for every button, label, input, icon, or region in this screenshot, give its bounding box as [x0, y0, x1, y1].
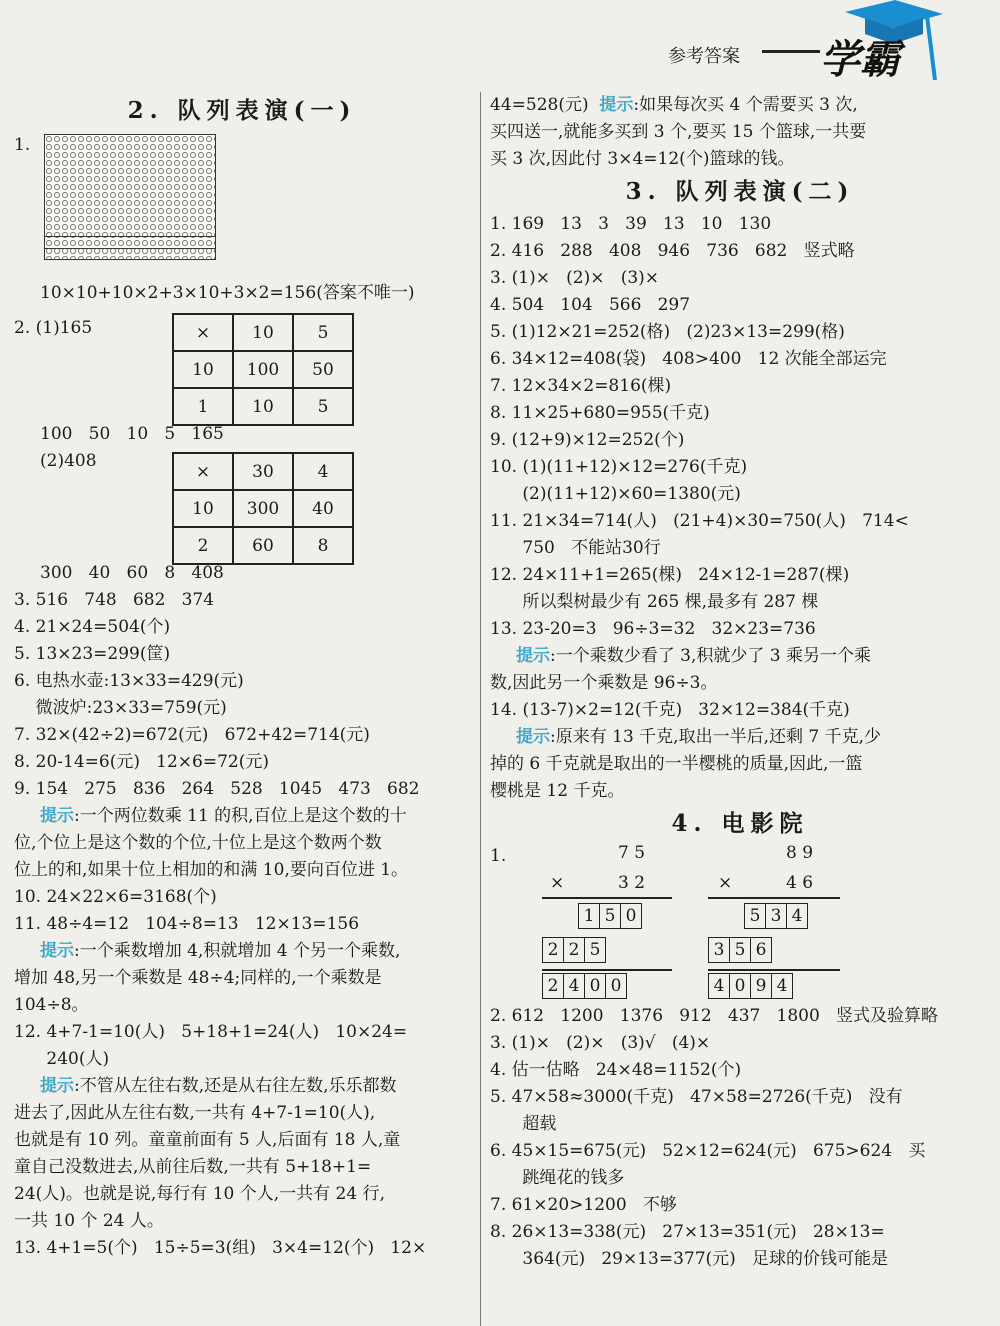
- t2-cell: 4: [293, 453, 353, 490]
- t1-cell: 5: [293, 314, 353, 351]
- calc2-multiplier: 4 6: [786, 873, 814, 893]
- calc1-result: 2 4 0 0: [542, 973, 626, 999]
- hint-label: 提示: [40, 806, 74, 826]
- answer-line: 44=528(元) 提示:如果每次买 4 个需要买 3 次,: [490, 95, 858, 115]
- dot-array-divider-2: [44, 248, 216, 249]
- answer-line: 超载: [490, 1114, 557, 1134]
- hint-line: 提示:原来有 13 千克,取出一半后,还剩 7 千克,少: [516, 727, 882, 747]
- hint-line: 24(人)。也就是说,每行有 10 个人,一共有 24 行,: [14, 1184, 385, 1204]
- hint-line: 提示:一个两位数乘 11 的积,百位上是这个数的十: [40, 806, 407, 826]
- t2-cell: ×: [173, 453, 233, 490]
- t2-cell: 8: [293, 527, 353, 564]
- answer-line: 7. 61×20>1200 不够: [490, 1195, 677, 1215]
- multiplication-table-2: [172, 452, 354, 565]
- answer-line: 6. 电热水壶:13×33=429(元): [14, 671, 244, 691]
- calc2-rule-2: [708, 969, 840, 971]
- hint-line: 提示:一个乘数增加 4,积就增加 4 个另一个乘数,: [40, 941, 401, 961]
- answer-line: 3. (1)× (2)× (3)√ (4)×: [490, 1033, 711, 1053]
- hint-line: 掉的 6 千克就是取出的一半樱桃的质量,因此,一篮: [490, 754, 863, 774]
- hint-label: 提示: [40, 941, 74, 961]
- answer-line: 7. 12×34×2=816(棵): [490, 376, 672, 396]
- brand-logo: 学霸: [820, 37, 900, 83]
- answer-line: 12. 24×11+1=265(棵) 24×12-1=287(棵): [490, 565, 850, 585]
- calc1-top: 7 5: [618, 843, 646, 863]
- column-divider: [480, 92, 481, 1326]
- answer-line: 5. (1)12×21=252(格) (2)23×13=299(格): [490, 322, 845, 342]
- section-title-2: 2. 队列表演(一): [127, 97, 357, 124]
- answer-line: 11. 21×34=714(人) (21+4)×30=750(人) 714<: [490, 511, 909, 531]
- t1-cell: 5: [293, 388, 353, 425]
- calc2-rule: [708, 897, 840, 899]
- hint-line: 童自己没数进去,从前往后数,一共有 5+18+1=: [14, 1157, 372, 1177]
- calc1-partial1: 1 5 0: [578, 903, 641, 929]
- t2-cell: 30: [233, 453, 293, 490]
- answer-line: 750 不能站30行: [490, 538, 661, 558]
- q2a-label: 2. (1)165: [14, 318, 93, 338]
- answer-line: 10. (1)(11+12)×12=276(千克): [490, 457, 748, 477]
- calc1-rule: [542, 897, 672, 899]
- hint-label: 提示: [40, 1076, 74, 1096]
- section-title-3: 3. 队列表演(二): [625, 178, 855, 205]
- answer-line: 2. 416 288 408 946 736 682 竖式略: [490, 241, 855, 261]
- t2-cell: 60: [233, 527, 293, 564]
- answer-line: 9. 154 275 836 264 528 1045 473 682: [14, 779, 420, 799]
- hint-line: 一共 10 个 24 人。: [14, 1211, 164, 1231]
- hint-line: 提示:一个乘数少看了 3,积就少了 3 乘另一个乘: [516, 646, 871, 666]
- calc1-rule-2: [542, 969, 672, 971]
- hint-line: 位,个位上是这个数的个位,十位上是这个数两个数: [14, 833, 382, 853]
- answer-line: 微波炉:23×33=759(元): [14, 698, 227, 718]
- answer-line: 7. 32×(42÷2)=672(元) 672+42=714(元): [14, 725, 370, 745]
- answer-line: 3. 516 748 682 374: [14, 590, 215, 610]
- t2-cell: 2: [173, 527, 233, 564]
- page-header: [0, 0, 1000, 92]
- dot-array-figure: [44, 134, 216, 260]
- answer-line: 4. 估一估略 24×48=1152(个): [490, 1060, 742, 1080]
- calc2-result: 4 0 9 4: [708, 973, 792, 999]
- right-column: [490, 92, 990, 1273]
- t1-cell: 50: [293, 351, 353, 388]
- answer-line: 5. 13×23=299(筐): [14, 644, 171, 664]
- answer-line: 4. 21×24=504(个): [14, 617, 171, 637]
- q1-answer: 10×10+10×2+3×10+3×2=156(答案不唯一): [40, 283, 415, 303]
- q1-number: 1.: [490, 846, 507, 866]
- hint-line: 数,因此另一个乘数是 96÷3。: [490, 673, 718, 693]
- calc2-times-sign: ×: [718, 873, 733, 893]
- q2b-block: [14, 448, 470, 560]
- answer-line: 6. 34×12=408(袋) 408>400 12 次能全部运完: [490, 349, 887, 369]
- q1-number: 1.: [14, 135, 31, 155]
- hint-line: 也就是有 10 列。童童前面有 5 人,后面有 18 人,童: [14, 1130, 401, 1150]
- calc2-top: 8 9: [786, 843, 814, 863]
- t2-cell: 300: [233, 490, 293, 527]
- answer-line: 跳绳花的钱多: [490, 1168, 625, 1188]
- calc2-partial1: 5 3 4: [744, 903, 807, 929]
- answer-line: 8. 20-14=6(元) 12×6=72(元): [14, 752, 269, 772]
- answer-line: (2)(11+12)×60=1380(元): [490, 484, 741, 504]
- answer-line: 13. 23-20=3 96÷3=32 32×23=736: [490, 619, 816, 639]
- answer-line: 5. 47×58≈3000(千克) 47×58=2726(千克) 没有: [490, 1087, 903, 1107]
- section-title-4: 4. 电影院: [671, 810, 809, 837]
- answer-line: 2. 612 1200 1376 912 437 1800 竖式及验算略: [490, 1006, 939, 1026]
- header-label: 参考答案: [668, 46, 740, 67]
- q2a-result: 100 50 10 5 165: [40, 424, 224, 444]
- t2-cell: 40: [293, 490, 353, 527]
- hint-label: 提示: [516, 646, 550, 666]
- t1-cell: 10: [173, 351, 233, 388]
- answer-line: 3. (1)× (2)× (3)×: [490, 268, 660, 288]
- calc1-times-sign: ×: [550, 873, 565, 893]
- q2a-block: [14, 307, 470, 421]
- answer-line: 13. 4+1=5(个) 15÷5=3(组) 3×4=12(个) 12×: [14, 1238, 427, 1258]
- multiplication-table-1: [172, 313, 354, 426]
- hint-line: 买四送一,就能多买到 3 个,要买 15 个篮球,一共要: [490, 122, 867, 142]
- hint-line: 进去了,因此从左往右数,一共有 4+7-1=10(人),: [14, 1103, 376, 1123]
- hint-label: 提示: [516, 727, 550, 747]
- t1-cell: 10: [233, 388, 293, 425]
- t2-cell: 10: [173, 490, 233, 527]
- hint-line: 提示:不管从左往右数,还是从右往左数,乐乐都数: [40, 1076, 397, 1096]
- dot-array-divider: [44, 236, 216, 237]
- vertical-calc-block: [490, 843, 990, 1003]
- t1-cell: 1: [173, 388, 233, 425]
- t1-cell: 100: [233, 351, 293, 388]
- hint-line: 104÷8。: [14, 995, 89, 1015]
- answer-line: 9. (12+9)×12=252(个): [490, 430, 685, 450]
- answer-line: 364(元) 29×13=377(元) 足球的价钱可能是: [490, 1249, 889, 1269]
- answer-line: 8. 11×25+680=955(千克): [490, 403, 710, 423]
- hint-line: 买 3 次,因此付 3×4=12(个)篮球的钱。: [490, 149, 795, 169]
- answer-line: 12. 4+7-1=10(人) 5+18+1=24(人) 10×24=: [14, 1022, 408, 1042]
- answer-line: 4. 504 104 566 297: [490, 295, 691, 315]
- calc1-multiplier: 3 2: [618, 873, 646, 893]
- hint-line: 增加 48,另一个乘数是 48÷4;同样的,一个乘数是: [14, 968, 382, 988]
- header-rule: [762, 50, 820, 53]
- answer-line: 10. 24×22×6=3168(个): [14, 887, 217, 907]
- answer-line: 所以梨树最少有 265 棵,最多有 287 棵: [490, 592, 819, 612]
- left-column: [14, 92, 470, 1262]
- answer-line: 1. 169 13 3 39 13 10 130: [490, 214, 772, 234]
- answer-line: 240(人): [14, 1049, 110, 1069]
- q2b-result: 300 40 60 8 408: [40, 563, 224, 583]
- calc1-partial2: 2 2 5: [542, 937, 605, 963]
- hint-line: 樱桃是 12 千克。: [490, 781, 625, 801]
- answer-line: 11. 48÷4=12 104÷8=13 12×13=156: [14, 914, 360, 934]
- q1-block: [14, 130, 470, 280]
- q2b-label: (2)408: [40, 451, 97, 471]
- answer-line: 8. 26×13=338(元) 27×13=351(元) 28×13=: [490, 1222, 885, 1242]
- answer-line: 14. (13-7)×2=12(千克) 32×12=384(千克): [490, 700, 850, 720]
- hint-line: 位上的和,如果十位上相加的和满 10,要向百位进 1。: [14, 860, 409, 880]
- t1-cell: 10: [233, 314, 293, 351]
- answer-line: 6. 45×15=675(元) 52×12=624(元) 675>624 买: [490, 1141, 926, 1161]
- hint-label: 提示: [599, 95, 634, 115]
- calc2-partial2: 3 5 6: [708, 937, 771, 963]
- t1-cell: ×: [173, 314, 233, 351]
